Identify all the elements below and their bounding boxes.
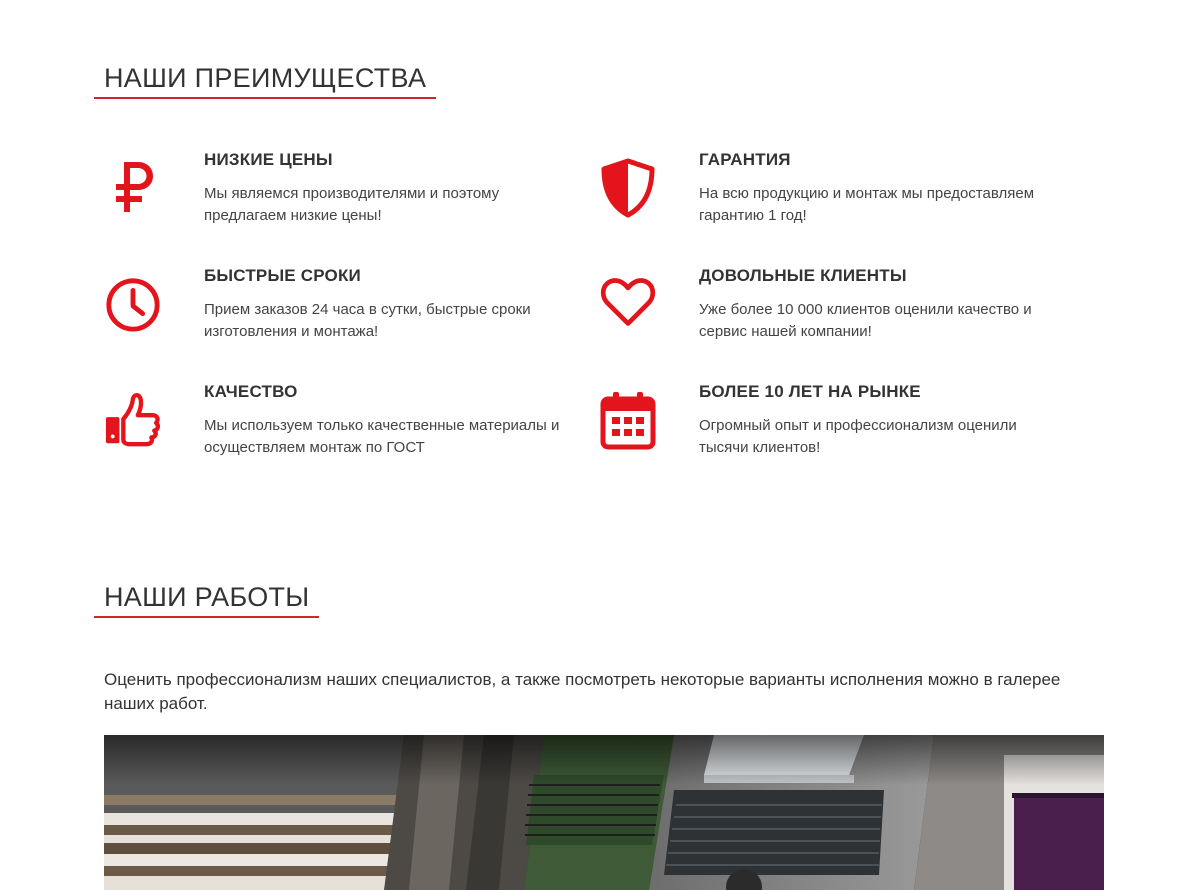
feature-title: НИЗКИЕ ЦЕНЫ <box>204 150 333 169</box>
feature-title: ГАРАНТИЯ <box>699 150 791 169</box>
feature-title: ДОВОЛЬНЫЕ КЛИЕНТЫ <box>699 266 907 285</box>
works-title: НАШИ РАБОТЫ <box>94 580 319 618</box>
heart-icon <box>599 274 657 334</box>
feature-text: На всю продукцию и монтаж мы предоставляем гарантию 1 год! <box>699 185 1035 224</box>
ruble-icon <box>104 158 162 218</box>
feature-text: Мы используем только качественные материалы и осуществляем монтаж по ГОСТ <box>204 417 560 456</box>
works-description: Оценить профессионализм наших специалистов, а также посмотреть некоторые варианты исполнения можно в галерее наших работ. <box>104 670 1061 713</box>
feature-text: Мы являемся производителями и поэтому предлагаем низкие цены! <box>204 185 500 224</box>
feature-fast-terms <box>104 266 564 366</box>
shield-icon <box>599 158 657 218</box>
feature-text: Уже более 10 000 клиентов оценили качество и сервис нашей компании! <box>699 301 1032 340</box>
feature-text: Прием заказов 24 часа в сутки, быстрые сроки изготовления и монтажа! <box>204 301 531 340</box>
feature-years-on-market <box>599 382 1059 482</box>
feature-guarantee <box>599 150 1059 250</box>
gallery-photo-collage <box>104 735 1104 890</box>
feature-quality <box>104 382 564 482</box>
feature-happy-clients <box>599 266 1059 366</box>
gallery-image[interactable] <box>104 735 1104 890</box>
calendar-icon <box>599 390 657 450</box>
feature-title: КАЧЕСТВО <box>204 382 298 401</box>
advantages-title: НАШИ ПРЕИМУЩЕСТВА <box>94 61 436 99</box>
clock-icon <box>104 274 162 334</box>
thumbs-up-icon <box>104 390 162 450</box>
feature-title: БЫСТРЫЕ СРОКИ <box>204 266 361 285</box>
feature-title: БОЛЕЕ 10 ЛЕТ НА РЫНКЕ <box>699 382 921 401</box>
feature-low-prices <box>104 150 564 250</box>
feature-text: Огромный опыт и профессионализм оценили тысячи клиентов! <box>699 417 1017 456</box>
